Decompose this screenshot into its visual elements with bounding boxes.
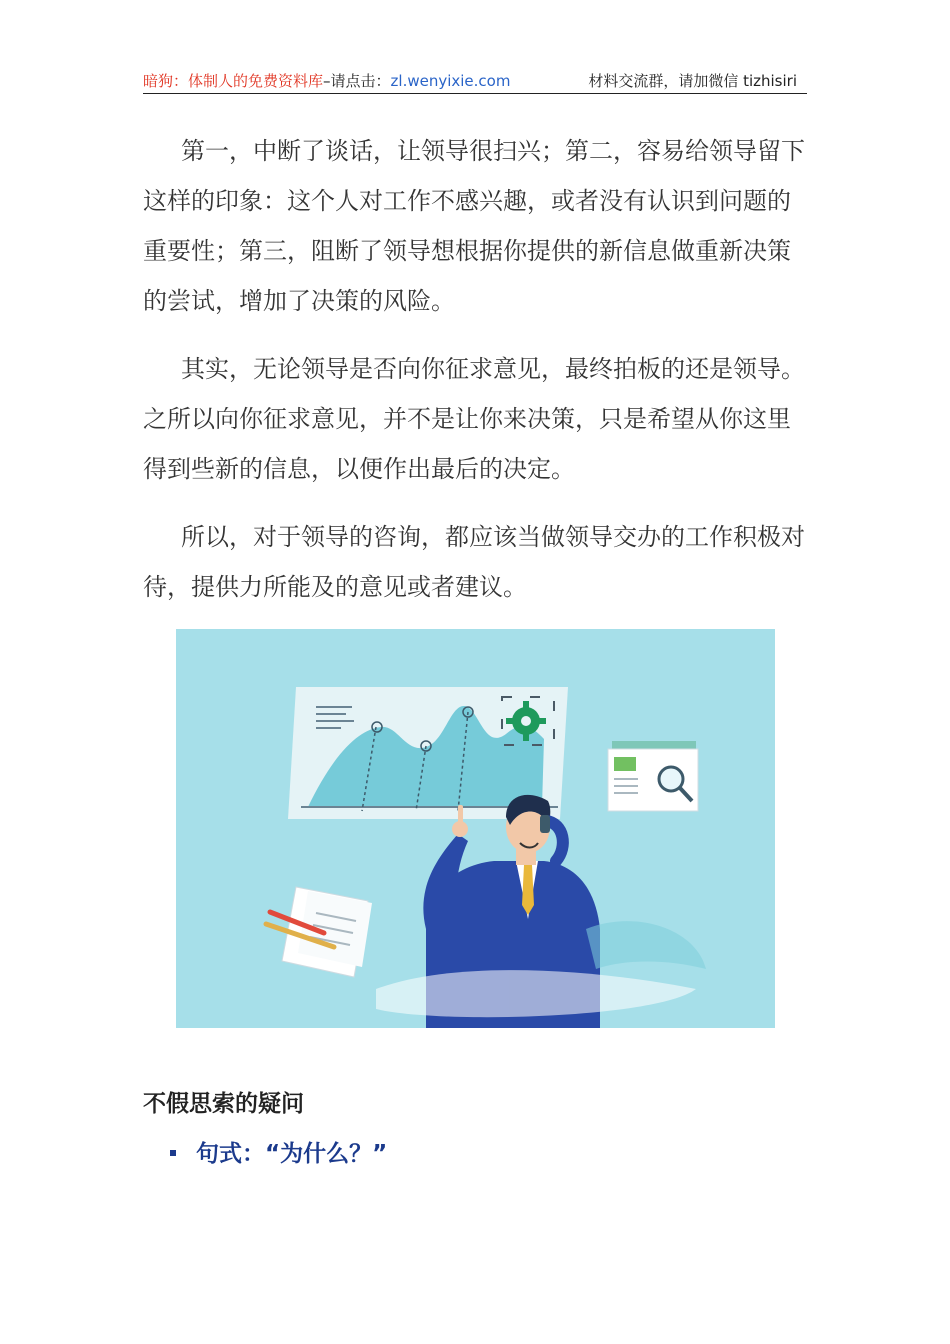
bullet-marker-icon — [170, 1150, 176, 1156]
section-title: 不假思索的疑问 — [143, 1091, 304, 1117]
paragraph-1: 第一，中断了谈话，让领导很扫兴；第二，容易给领导留下这样的印象：这个人对工作不感兴趣，或者没有认识到问题的重要性；第三，阻断了领导想根据你提供的新信息做重新决策的尝试，增加了决策的风险。 — [143, 137, 805, 315]
paragraph-3: 所以，对于领导的咨询，都应该当做领导交办的工作积极对待，提供力所能及的意见或者建议。 — [143, 523, 805, 601]
paragraph-2: 其实，无论领导是否向你征求意见，最终拍板的还是领导。之所以向你征求意见，并不是让你来决策，只是希望从你这里得到些新的信息，以便作出最后的决定。 — [143, 355, 805, 483]
bullet-item — [170, 1138, 387, 1170]
header-group-note: 材料交流群，请加微信 tizhisiri — [588, 72, 797, 90]
header-brand: 暗狗：体制人的免费资料库 — [143, 72, 324, 90]
page-header — [143, 68, 807, 94]
bullet-text: 句式：“为什么？” — [196, 1141, 388, 1167]
businessman-presentation-illustration — [176, 629, 775, 1028]
header-click-prompt: –请点击： — [323, 72, 391, 90]
header-url-link[interactable]: zl.wenyixie.com — [390, 72, 511, 90]
magnifier-document-icon — [608, 741, 698, 811]
